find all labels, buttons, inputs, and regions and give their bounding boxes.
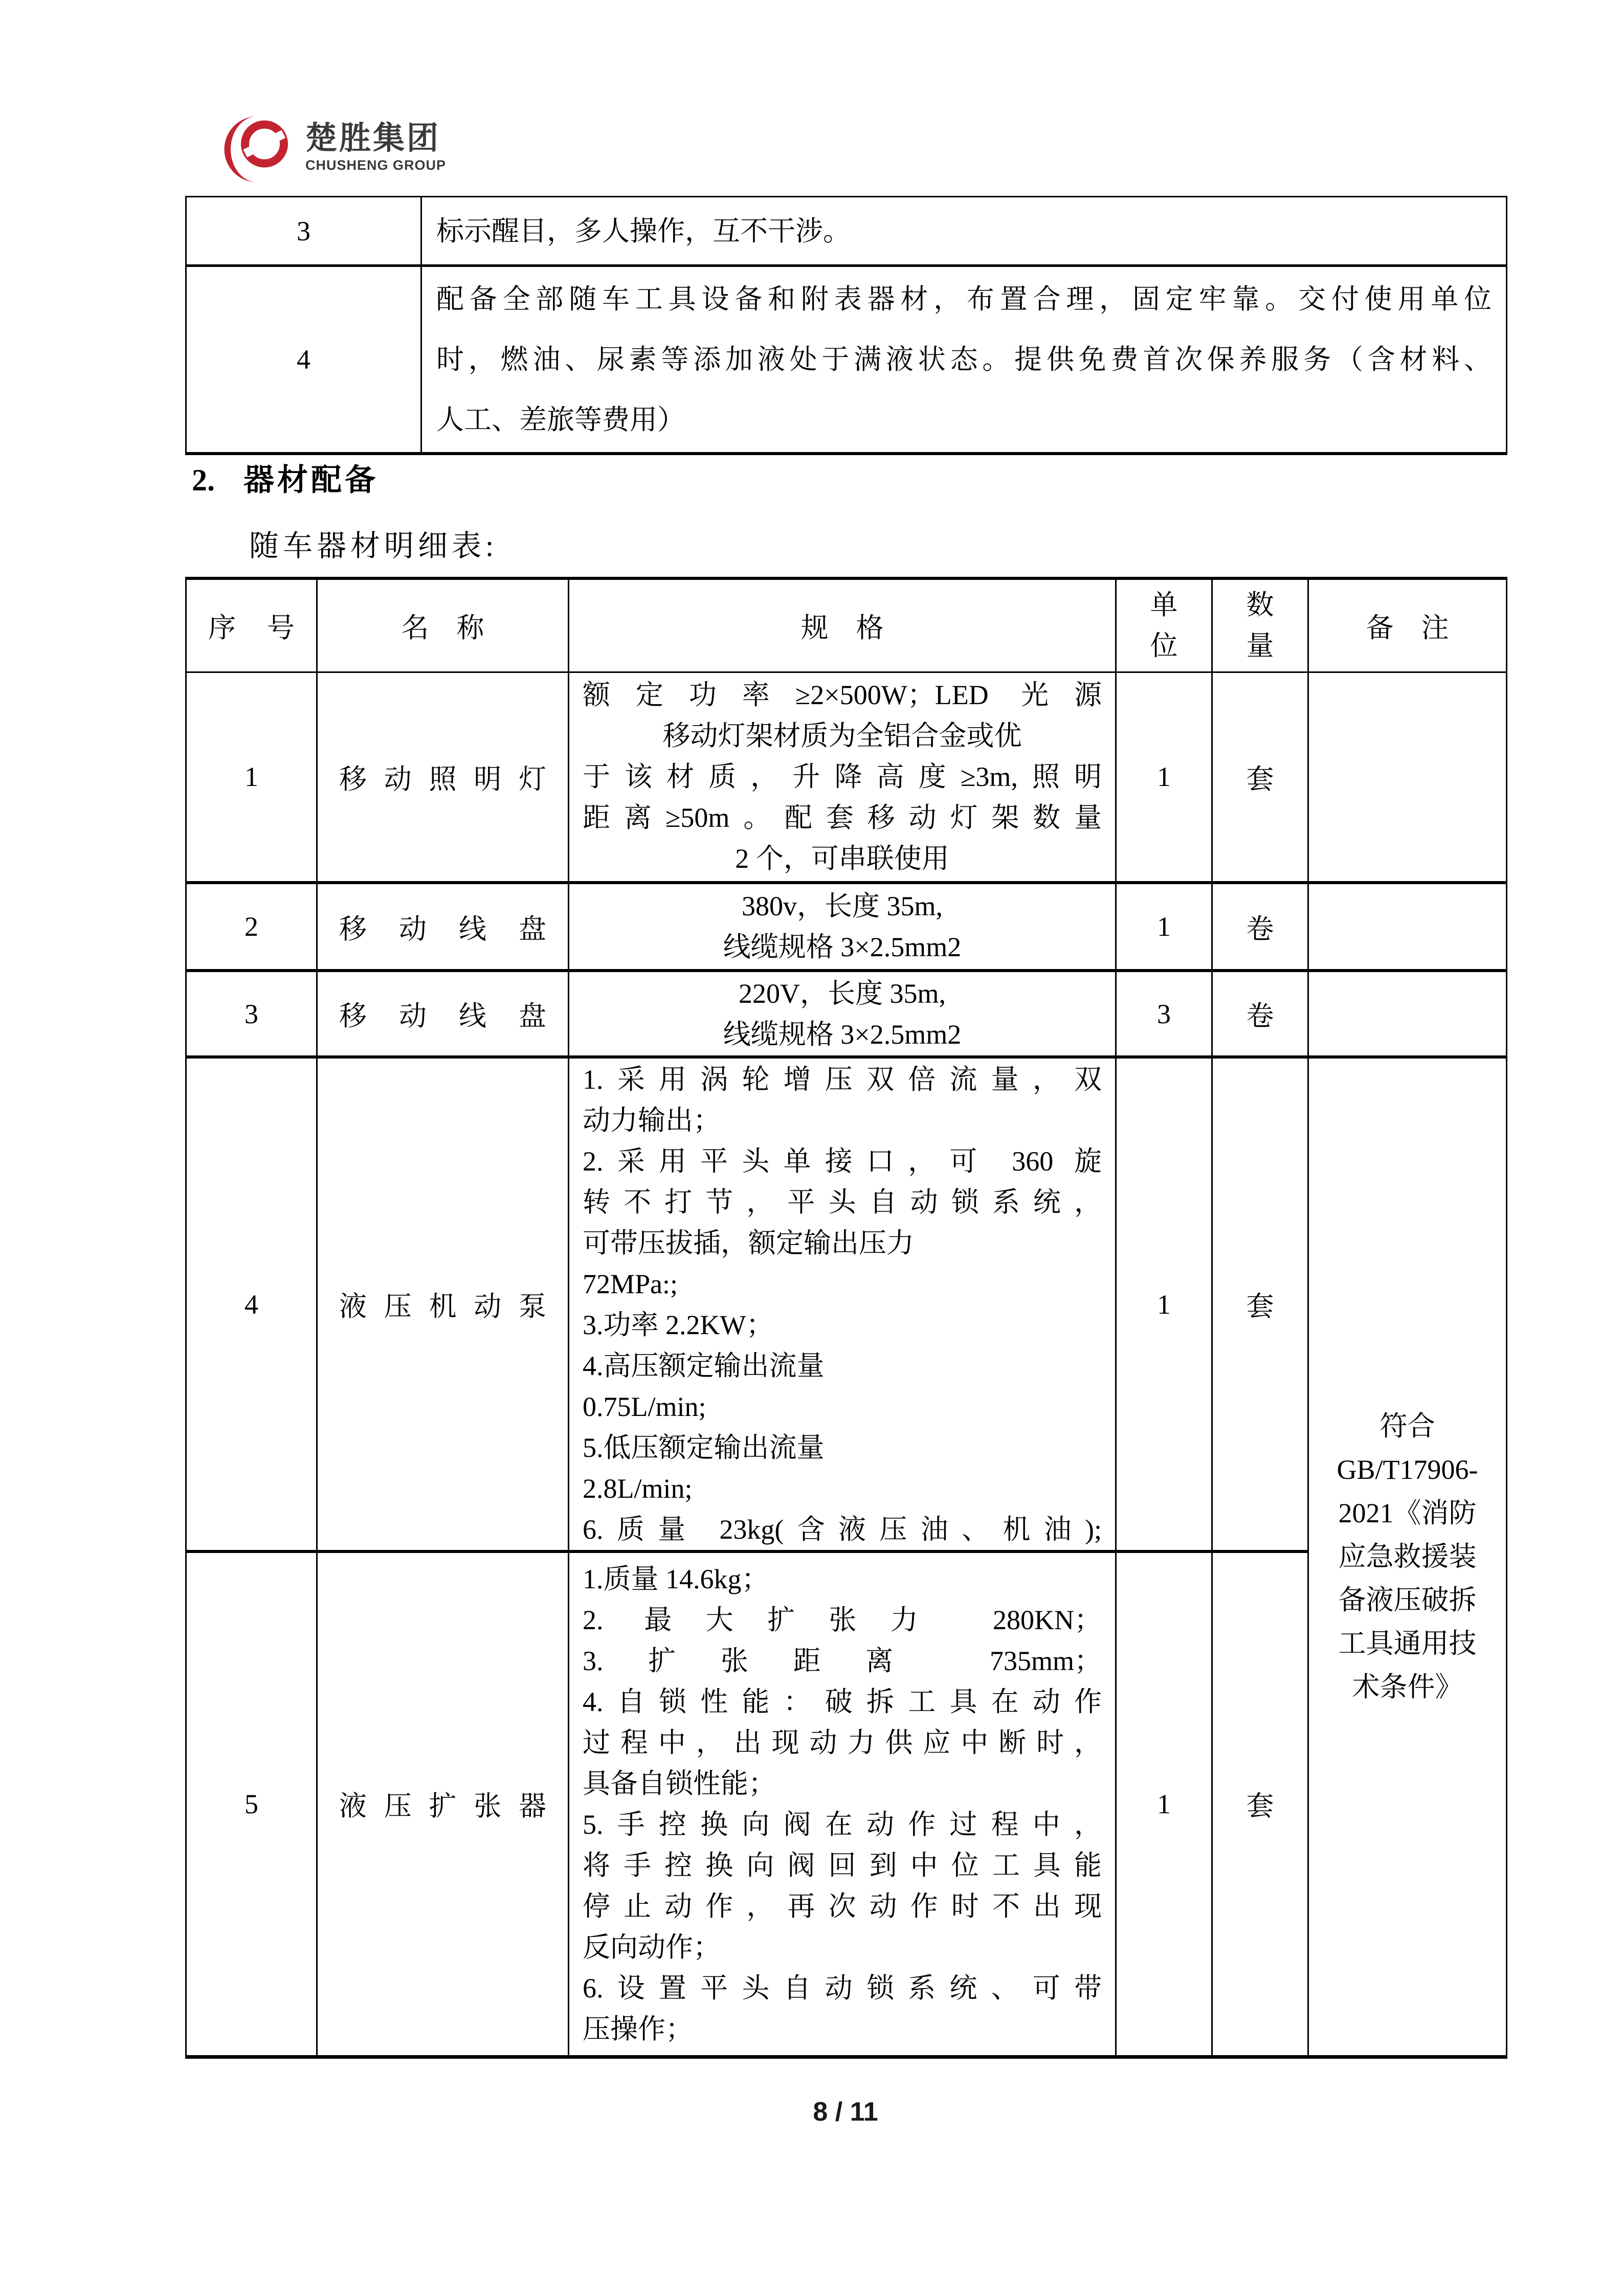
section-number: 2. [192,463,215,497]
cell-qty: 卷 [1212,971,1308,1057]
section-heading [192,462,379,499]
header-qty: 数 量 [1212,578,1308,672]
row-description-lines: 配备全部随车工具设备和附表器材，布置合理，固定牢靠。交付使用单位 时，燃油、尿素等添加液处于满液状态。提供免费首次保养服务（含材料、 人工、差旅等费用） [436,283,1492,435]
table-caption: 随车器材明细表: [249,529,498,562]
page-number: 8 / 11 [813,2097,878,2127]
cell-spec: 额定功率≥2×500W；LED 光源 移动灯架材质为全铝合金或优 于该材质，升降高度≥3m,照明 距离≥50m。配套移动灯架数量 2 个，可串联使用 [569,672,1116,883]
requirements-continuation-table [185,196,1507,455]
header-unit: 单 位 [1116,578,1212,672]
cell-remark [1308,971,1507,1057]
header-remark: 备 注 [1308,578,1507,672]
header-no: 序号 [186,578,317,672]
cell-remark [1308,883,1507,971]
cell-unit: 1 [1116,1551,1212,2057]
row-description [421,197,1507,266]
cell-spec: 1.质量 14.6kg； 2. 最大扩张力 280KN； 3.扩张距离 735mm； 4.自锁性能：破拆工具在动作 过程中，出现动力供应中断时， 具备自锁性能； 5.手控换向阀在动作过程中， 将手控换向阀回到中位工具能 停止动作，再次动作时不出现 反向动作； 6.设置平头自动锁系统、可带 压操作； [569,1551,1116,2057]
cell-no: 5 [186,1551,317,2057]
cell-spec: 220V，长度 35m, 线缆规格 3×2.5mm2 [569,971,1116,1057]
header-spec: 规 格 [569,578,1116,672]
cell-spec: 1.采用涡轮增压双倍流量，双 动力输出； 2.采用平头单接口，可 360 旋 转不打节，平头自动锁系统， 可带压拔插，额定输出压力 72MPa:; 3.功率 2.2KW； 4.高压额定输出流量 0.75L/min; 5.低压额定输出流量 2.8L/min; 6.质量 23kg(含液压油、机油); [569,1057,1116,1551]
cell-unit: 1 [1116,672,1212,883]
cell-qty: 套 [1212,1057,1308,1551]
table-row [186,1057,1507,1551]
company-logo [217,114,446,185]
table-row [186,971,1507,1057]
cell-unit: 1 [1116,1057,1212,1551]
cell-qty: 套 [1212,672,1308,883]
cell-no: 1 [186,672,317,883]
table-header-row [186,578,1507,672]
cell-unit: 3 [1116,971,1212,1057]
cell-remark-merged: 符合 GB/T17906- 2021《消防 应急救援装 备液压破拆 工具通用技 术条件》 [1308,1057,1507,2057]
cell-name: 移动线盘 [317,883,569,971]
cell-qty: 卷 [1212,883,1308,971]
logo-company-name-cn: 楚胜集团 [305,121,441,156]
table-row [186,672,1507,883]
cell-no: 2 [186,883,317,971]
table-row [186,197,1507,266]
cell-spec: 380v，长度 35m, 线缆规格 3×2.5mm2 [569,883,1116,971]
cell-no: 4 [186,1057,317,1551]
cell-qty: 套 [1212,1551,1308,2057]
header-name: 名 称 [317,578,569,672]
row-description [421,266,1507,454]
table-row [186,266,1507,454]
logo-company-name-en: CHUSHENG GROUP [305,157,447,173]
cell-name: 液压扩张器 [317,1551,569,2057]
logo-text [305,114,446,173]
cell-remark [1308,672,1507,883]
cell-name: 移动照明灯 [317,672,569,883]
logo-mark-icon [217,114,290,185]
row-description-lines: 标示醒目，多人操作，互不干涉。 [436,215,851,246]
cell-name: 移动线盘 [317,971,569,1057]
cell-no: 3 [186,971,317,1057]
row-number: 3 [186,197,421,266]
row-number: 4 [186,266,421,454]
table-row [186,883,1507,971]
cell-unit: 1 [1116,883,1212,971]
cell-name: 液压机动泵 [317,1057,569,1551]
section-title: 器材配备 [243,463,379,497]
equipment-detail-table [185,577,1507,2059]
